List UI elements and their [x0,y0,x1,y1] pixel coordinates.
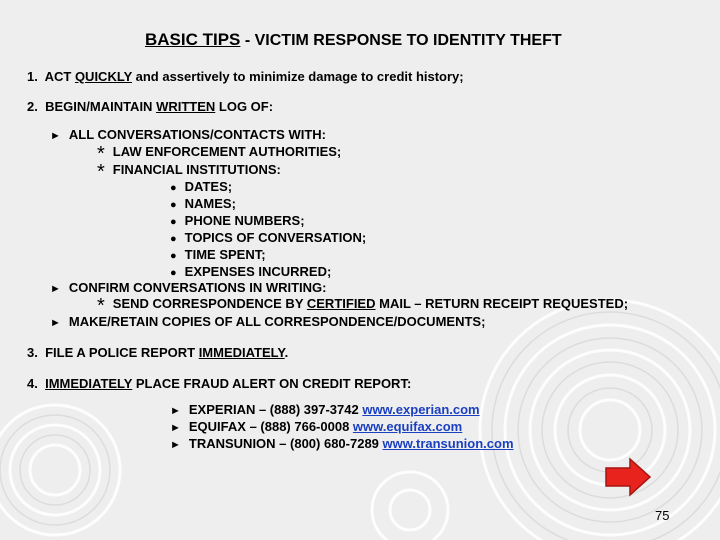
tip-emphasis: IMMEDIATELY [198,345,285,360]
tip-number: 2. [27,99,38,114]
page-title [145,32,562,48]
tip-number: 1. [27,69,38,84]
log-item-text: CONFIRM CONVERSATIONS IN WRITING: [68,280,327,295]
triangle-bullet-icon: ► [170,405,181,417]
log-send [97,295,629,317]
asterisk-bullet-icon: * [97,161,105,183]
log-detail-text: NAMES; [184,196,236,211]
bureau-text: EXPERIAN – (888) 397-3742 [188,402,363,417]
page-number: 75 [655,508,670,523]
log-detail [170,230,366,247]
triangle-bullet-icon: ► [50,283,61,295]
log-item-text: MAIL – RETURN RECEIPT REQUESTED; [375,296,629,311]
next-arrow-button[interactable] [604,457,652,497]
title-main: BASIC TIPS [145,30,241,49]
tip-2 [27,99,273,114]
log-item-text: ALL CONVERSATIONS/CONTACTS WITH: [68,127,326,142]
tip-text: BEGIN/MAINTAIN [45,99,157,114]
bureau-experian [170,402,480,419]
dot-bullet-icon: ● [170,267,177,279]
transunion-link[interactable]: www.transunion.com [382,436,514,451]
tip-text: ACT [44,69,75,84]
dot-bullet-icon: ● [170,199,177,211]
tip-number: 3. [27,345,38,360]
bureau-text: EQUIFAX – (888) 766-0008 [188,419,353,434]
log-detail [170,247,266,264]
bureau-text: TRANSUNION – (800) 680-7289 [188,436,383,451]
dot-bullet-icon: ● [170,250,177,262]
log-detail-text: PHONE NUMBERS; [184,213,305,228]
triangle-bullet-icon: ► [50,130,61,142]
log-financial [97,161,281,183]
tip-number: 4. [27,376,38,391]
log-detail [170,264,331,281]
log-conversations [50,127,326,144]
log-item-text: MAKE/RETAIN COPIES OF ALL CORRESPONDENCE/DOCUMENTS; [68,314,486,329]
title-rest: - VICTIM RESPONSE TO IDENTITY THEFT [240,32,562,49]
tip-4 [27,376,411,391]
log-item-text: FINANCIAL INSTITUTIONS: [112,162,281,177]
log-item-text: SEND CORRESPONDENCE BY [112,296,307,311]
log-detail-text: EXPENSES INCURRED; [184,264,332,279]
bureau-equifax [170,419,462,436]
log-detail [170,213,305,230]
log-detail [170,179,232,196]
tip-text: and assertively to minimize damage to credit history; [132,69,464,84]
arrow-right-icon [606,459,650,495]
tip-emphasis: WRITTEN [156,99,216,114]
tip-emphasis: QUICKLY [74,69,133,84]
log-detail-text: TIME SPENT; [184,247,266,262]
tip-text: LOG OF: [215,99,274,114]
tip-emphasis: IMMEDIATELY [45,376,133,391]
tip-1 [27,69,464,84]
triangle-bullet-icon: ► [50,317,61,329]
bureau-transunion [170,436,514,453]
asterisk-bullet-icon: * [97,295,105,317]
experian-link[interactable]: www.experian.com [362,402,480,417]
log-detail-text: DATES; [184,179,233,194]
triangle-bullet-icon: ► [170,422,181,434]
dot-bullet-icon: ● [170,216,177,228]
log-item-text: LAW ENFORCEMENT AUTHORITIES; [112,144,342,159]
dot-bullet-icon: ● [170,182,177,194]
asterisk-bullet-icon: * [97,143,105,165]
log-copies [50,314,485,331]
tip-text: PLACE FRAUD ALERT ON CREDIT REPORT: [132,376,412,391]
log-law [97,143,342,165]
log-detail-text: TOPICS OF CONVERSATION; [184,230,367,245]
log-detail [170,196,236,213]
triangle-bullet-icon: ► [170,439,181,451]
tip-3 [27,345,288,360]
log-item-emphasis: CERTIFIED [306,296,376,311]
tip-text: FILE A POLICE REPORT [45,345,199,360]
tip-text: . [284,345,289,360]
equifax-link[interactable]: www.equifax.com [352,419,463,434]
dot-bullet-icon: ● [170,233,177,245]
